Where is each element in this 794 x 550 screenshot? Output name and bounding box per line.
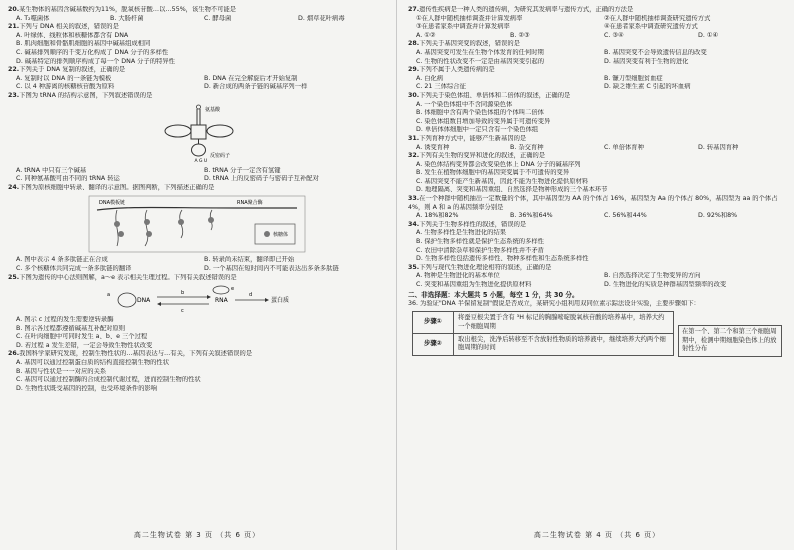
option: C. ③④: [604, 31, 624, 39]
question-32: 32.下列有关生物的变异和进化的叙述，正确的是: [408, 152, 546, 160]
figure-label-rna-polymerase: RNA聚合酶: [237, 200, 263, 207]
question-20-options: [8, 15, 386, 24]
question-27-statements: [408, 15, 786, 32]
question-34: 34.下列关于生物多样性的叙述，错误的是: [408, 220, 527, 228]
figure-label-anticodon: 反密码子: [210, 152, 231, 159]
step-text: 取出根尖，洗净后转移至不含放射性物质的培养液中，继续培养大约两个细胞周期的时间: [454, 334, 674, 356]
question-25: 25.下图为遗传的中心法则图解，a～e 表示相关生理过程。下列有关叙述错误的是: [8, 273, 237, 281]
option: D. 缺乏维生素 C 引起的坏血病: [604, 83, 691, 91]
question-29: 29.下列不属于人类遗传病的是: [408, 66, 495, 74]
table-row: [413, 312, 674, 334]
question-21: 21.下列与 DNA 相关的叙述，错误的是: [8, 23, 119, 31]
question-36-steps: [408, 311, 786, 356]
statement: ②在人群中随机抽样调查研究遗传方式: [604, 14, 711, 22]
page-footer-3: 高二生物试卷 第 3 页 （共 6 页）: [133, 531, 261, 539]
step-text: 将蚕豆根尖置于含有 ³H 标记的胸腺嘧啶脱氧核苷酸的培养基中，培养大约一个细胞周期: [454, 312, 674, 334]
section-title-nonchoice: 二、非选择题：本大题共 5 小题，每空 1 分，共 30 分。: [408, 290, 579, 299]
option: C. 酵母菌: [204, 14, 232, 22]
question-21-options: [8, 32, 386, 66]
table-row: [413, 334, 674, 356]
option: B. 发生在植物体细胞中的基因突变属于不可遗传的变异: [416, 169, 570, 177]
question-24-options: [8, 256, 386, 273]
question-34-options: [408, 229, 786, 263]
question-35-options: [408, 272, 786, 289]
question-36: 36. 为验证"DNA 半保留复制"假说是否成立，某研究小组利用双同位素示踪法设计实验，主要步骤如下：: [408, 299, 700, 307]
question-31-options: [408, 144, 786, 153]
figure-label-ribosome: 核糖体: [273, 232, 289, 239]
statement: ①在人群中随机抽样调查并计算发病率: [416, 14, 523, 22]
amino-acid-site-icon: [197, 105, 201, 109]
step-side-note: 在第一个、第二个和第三个细胞周期中，检测中期细胞染色体上的放射性分布: [678, 325, 782, 357]
statement: ④在患者家系中调查研究遗传方式: [604, 23, 698, 31]
question-29-options: [408, 75, 786, 92]
option: B. 基因与性状是一一对应的关系: [16, 367, 107, 375]
option: A. 图示 c 过程的发生需要逆转录酶: [16, 316, 114, 324]
question-28-options: [408, 49, 786, 66]
option: D. 92%和8%: [698, 212, 738, 220]
figure-label-dna: DNA模板链: [99, 200, 126, 207]
question-22: 22.下列关于 DNA 复制的叙述，正确的是: [8, 66, 126, 74]
option: D. 若过程 a 发生差错，一定会导致生物性状改变: [16, 341, 153, 349]
question-27: 27.遗传性疾病是一种人类的遗传病，为研究其发病率与遗传方式，正确的方法是: [408, 6, 634, 13]
option: D. 转基因育种: [698, 143, 739, 151]
option: A. 基因突变可发生在生物个体发育的任何时期: [416, 48, 544, 56]
option: C. 生物的性状改变不一定是由基因突变引起的: [416, 57, 545, 65]
question-27-options: [408, 32, 786, 41]
question-31: 31.下列育种方式中，能够产生新基因的是: [408, 134, 527, 142]
option: C. 在叶肉细胞中可同时发生 a、b、e 三个过程: [16, 333, 148, 341]
step-label: 步骤②: [413, 334, 454, 356]
option: D. 生物进化的实质是种群基因型频率的改变: [604, 281, 727, 288]
option: C. 56%和44%: [604, 212, 647, 220]
option: C. 以 4 种游离的核糖核苷酸为原料: [16, 83, 115, 91]
option: B. 图示各过程都遵循碱基互补配对原则: [16, 324, 126, 332]
option: A. 基因可以通过控制蛋白质的结构直接控制生物的性状: [16, 359, 170, 367]
option: D. tRNA 上的反密码子与密码子互补配对: [204, 175, 319, 183]
option: C. 21 三体综合征: [416, 83, 466, 91]
question-25-options: [8, 316, 386, 350]
option: B. 保护生物多样性就是保护生态系统的多样性: [416, 238, 544, 246]
question-24: 24.下图为原核细胞中转录、翻译的示意图。据图判断，下列描述正确的是: [8, 183, 215, 191]
svg-text:c: c: [181, 308, 184, 315]
option: D. 基因突变有利于生物的进化: [604, 57, 689, 65]
figure-label-dna-node: DNA: [137, 297, 151, 305]
option: A. 一个染色体组中不含同源染色体: [416, 100, 513, 108]
option: B. 自然选择决定了生物变异的方向: [604, 272, 701, 280]
option: B. 杂交育种: [510, 143, 544, 151]
option: C. 多个核糖体共同完成一条多肽链的翻译: [16, 264, 132, 272]
question-35: 35.下列与现代生物进化理论相符的叙述，正确的是: [408, 263, 552, 271]
option: D. 地理隔离、突变和基因重组、自然选择是物种形成的三个基本环节: [416, 186, 608, 194]
page-divider: [396, 0, 397, 550]
option: A. 诱变育种: [416, 143, 450, 151]
question-30-options: [408, 101, 786, 135]
question-22-options: [8, 75, 386, 92]
question-20: 20.某生物体的基因含碱基数约为11%，脱氧核苷酸…以…55%，该生物不可能是: [8, 6, 237, 13]
option: B. 大肠杆菌: [110, 14, 144, 22]
option: B. 镰刀型细胞贫血症: [604, 74, 663, 82]
option: B. DNA 在完全解旋后才开始复制: [204, 74, 298, 82]
option: B. 基因突变不会导致遗传信息的改变: [604, 48, 707, 56]
question-23-options: [8, 167, 386, 184]
question-30: 30.下列关于染色体组、单倍体和二倍体的叙述，正确的是: [408, 91, 571, 99]
option: B. ②③: [510, 31, 530, 39]
option: D. 单倍体体细胞中一定只含有一个染色体组: [416, 126, 539, 134]
option: A. 叶绿体、线粒体和核糖体都含有 DNA: [16, 31, 129, 39]
question-26-options: [8, 359, 386, 393]
trna-structure-figure: [142, 103, 252, 165]
option: C. 染色体组数目增加导致的变异属于可遗传变异: [416, 117, 551, 125]
question-28: 28.下列关于基因突变的叙述，错误的是: [408, 40, 520, 48]
option: A. 白化病: [416, 74, 444, 82]
figure-label-protein-node: 蛋白质: [271, 297, 290, 305]
option: A. 图中表示 4 条多肽链正在合成: [16, 256, 108, 264]
transcription-translation-figure: [87, 194, 307, 254]
figure-label-amino-acid: 氨基酸: [205, 106, 221, 113]
option: A. 物种是生物进化的基本单位: [416, 272, 500, 280]
option: C. 基因可以通过控制酶的合成控制代谢过程，进而控制生物的性状: [16, 376, 201, 384]
svg-text:d: d: [249, 292, 253, 299]
option: C. 同种氨基酸可由不同的 tRNA 转运: [16, 175, 120, 183]
page-footer-4: 高二生物试卷 第 4 页 （共 6 页）: [533, 531, 661, 539]
svg-text:a: a: [107, 292, 111, 299]
option: B. tRNA 分子一定含有氢键: [204, 166, 281, 174]
option: C. 基因突变不能产生新基因，因此不能为生物进化提供原材料: [416, 177, 589, 185]
option: A. 18%和82%: [416, 212, 459, 220]
svg-text:b: b: [181, 290, 185, 297]
option: B. 36%和64%: [510, 212, 553, 220]
page-3: [8, 6, 386, 542]
option: D. 烟草花叶病毒: [298, 14, 345, 22]
option: D. 生物性状既受基因的控制，也受环境条件的影响: [16, 384, 158, 392]
svg-text:A G U: A G U: [194, 158, 208, 164]
option: C. 农田中清除杂草和保护生物多样性并不矛盾: [416, 246, 545, 254]
statement: ③在患者家系中调查并计算发病率: [416, 23, 510, 31]
question-26: 26.我国科学家研究发现，控制生物性状的…基因表达与…有关，下列有关叙述错误的是: [8, 350, 253, 358]
option: C. 碱基排列顺序的千变万化构成了 DNA 分子的多样性: [16, 48, 169, 56]
option: A. 生物多样性是生物进化的结果: [416, 229, 507, 237]
option: D. 生物多样性包括遗传多样性、物种多样性和生态系统多样性: [416, 255, 589, 263]
option: A. ①②: [416, 31, 436, 39]
option: B. 转录尚未结束，翻译即已开始: [204, 256, 295, 264]
steps-table: [412, 311, 674, 356]
option: D. 新合成的两条子链的碱基序列一样: [204, 83, 308, 91]
question-32-options: [408, 161, 786, 195]
option: B. 肌肉细胞和骨骼肌细胞的基因中碱基组成相同: [16, 40, 151, 48]
option: D. ①④: [698, 31, 719, 39]
question-33: 33.在一个种群中随机抽出一定数量的个体，其中基因型为 AA 的个体占 16%，基因型为 Aa 的个体占 80%，基因型为 aa 的个体占 4%，则 A 和 a 的基因频率分别是: [408, 195, 778, 211]
page-4: [408, 6, 786, 542]
option: C. 单倍体育种: [604, 143, 644, 151]
step-label: 步骤①: [413, 312, 454, 334]
option: B. 体细胞中含有两个染色体组的个体叫二倍体: [416, 109, 544, 117]
option: C. 突变和基因重组为生物进化提供原材料: [416, 281, 532, 288]
option: D. 一个基因在短时间内不可能表达出多条多肽链: [204, 264, 339, 272]
svg-text:e: e: [231, 286, 235, 293]
option: D. 碱基特定的排列顺序构成了每一个 DNA 分子的特异性: [16, 57, 175, 65]
central-dogma-figure: [97, 284, 297, 314]
option: A. 染色体结构变异都会改变染色体上 DNA 分子的碱基序列: [416, 160, 581, 168]
question-33-options: [408, 212, 786, 221]
option: A. T₂噬菌体: [16, 14, 50, 22]
option: A. 复制时以 DNA 的一条链为模板: [16, 74, 112, 82]
figure-label-rna-node: RNA: [215, 297, 228, 305]
question-23: 23.下图为 tRNA 的结构示意图，下列叙述错误的是: [8, 91, 153, 99]
option: A. tRNA 中只有三个碱基: [16, 166, 87, 174]
